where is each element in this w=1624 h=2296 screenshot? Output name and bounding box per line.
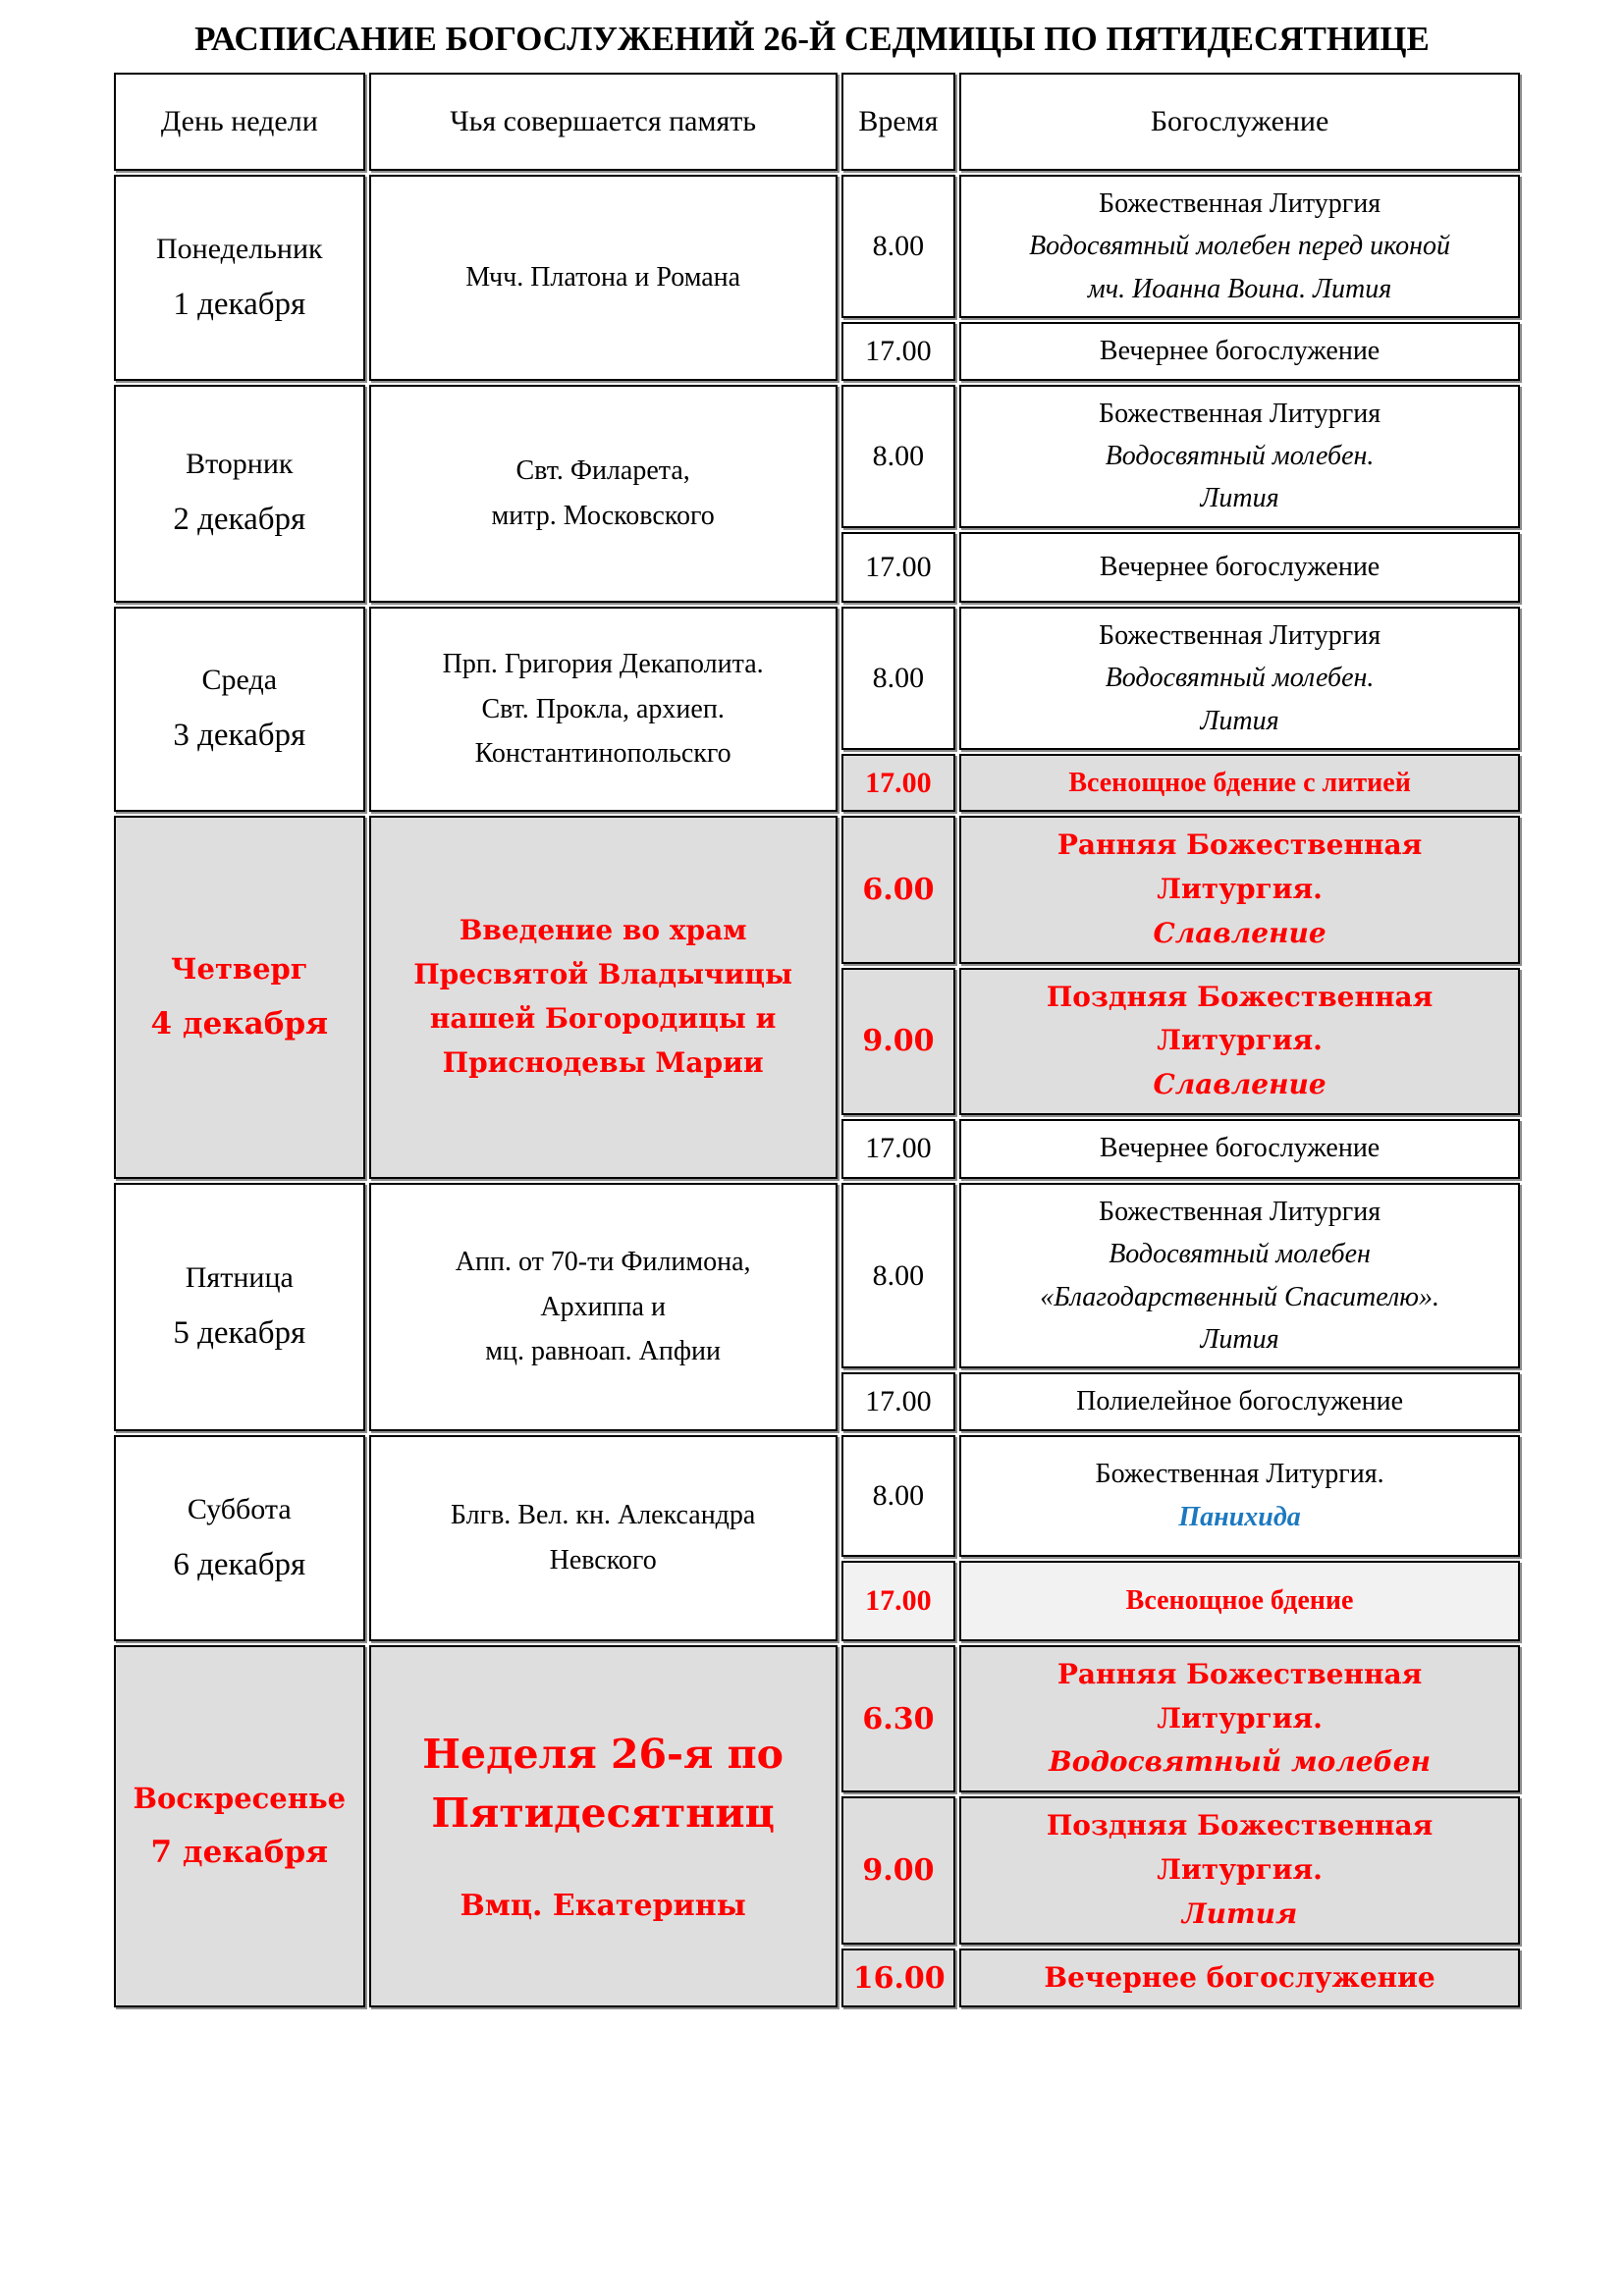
service-line-panikhida: Панихида [1178, 1501, 1301, 1532]
day-name: Пятница [185, 1261, 294, 1295]
time-cell: 6.00 [841, 816, 955, 963]
memory-line: Прп. Григория Декаполита. [442, 649, 764, 680]
service-cell [959, 322, 1520, 380]
memory-line: Свт. Прокла, архиеп. [481, 693, 725, 724]
day-name: Суббота [187, 1492, 292, 1525]
day-name: Вторник [186, 448, 294, 481]
memory-line: Введение во храм [459, 914, 747, 947]
memory-line: Свт. Филарета, [515, 455, 690, 487]
service-cell [959, 1949, 1520, 2008]
service-line: Божественная Литургия [1099, 398, 1381, 429]
memory-line-week: Неделя 26-я по [422, 1731, 784, 1779]
service-line: Ранняя Божественная [1056, 828, 1423, 862]
service-line: Литургия. [1157, 1853, 1323, 1887]
service-line: Лития [1200, 483, 1279, 514]
page-title: РАСПИСАНИЕ БОГОСЛУЖЕНИЙ 26-Й СЕДМИЦЫ ПО ПЯТИДЕСЯТНИЦЕ [194, 20, 1430, 58]
time-cell: 8.00 [841, 1435, 955, 1557]
time-cell: 9.00 [841, 968, 955, 1115]
memory-line: Блгв. Вел. кн. Александра [450, 1500, 756, 1531]
time-cell: 8.00 [841, 175, 955, 318]
memory-line: Пресвятой Владычицы [413, 958, 793, 991]
memory-cell-saturday [369, 1435, 838, 1641]
time-cell: 8.00 [841, 1183, 955, 1369]
memory-cell-sunday [369, 1645, 838, 2008]
service-line: Лития [1200, 1324, 1279, 1356]
service-cell [959, 1645, 1520, 1792]
service-line: Славление [1153, 916, 1326, 949]
header-time: Время [841, 73, 955, 171]
service-line: Водосвятный молебен. [1105, 663, 1375, 694]
row-wednesday-1 [114, 607, 1520, 750]
service-line: Водосвятный молебен. [1105, 440, 1375, 471]
header-day: День недели [114, 73, 365, 171]
day-cell-monday [114, 175, 365, 381]
service-cell [959, 1372, 1520, 1430]
memory-line: Апп. от 70-ти Филимона, [455, 1247, 751, 1278]
time-cell: 16.00 [841, 1949, 955, 2008]
service-cell [959, 1435, 1520, 1557]
service-cell [959, 175, 1520, 318]
memory-cell-monday [369, 175, 838, 381]
memory-line: митр. Московского [491, 500, 715, 531]
service-line: Литургия. [1157, 1024, 1323, 1057]
service-line: Божественная Литургия. [1095, 1459, 1384, 1490]
memory-cell-friday [369, 1183, 838, 1431]
service-cell [959, 385, 1520, 528]
time-cell: 8.00 [841, 607, 955, 750]
time-cell: 17.00 [841, 1561, 955, 1641]
memory-cell-tuesday [369, 385, 838, 603]
day-cell-friday [114, 1183, 365, 1431]
memory-line: Невского [549, 1544, 657, 1575]
time-cell: 17.00 [841, 532, 955, 603]
day-date: 6 декабря [173, 1546, 306, 1582]
day-cell-wednesday [114, 607, 365, 813]
service-line: Славление [1153, 1068, 1326, 1101]
service-line: Всенощное бдение [1125, 1585, 1354, 1617]
day-cell-sunday [114, 1645, 365, 2008]
memory-line: нашей Богородицы и [429, 1002, 777, 1036]
memory-cell-thursday [369, 816, 838, 1179]
day-date: 2 декабря [173, 502, 306, 538]
row-friday-1 [114, 1183, 1520, 1369]
day-date: 3 декабря [173, 718, 306, 754]
day-date: 7 декабря [150, 1835, 329, 1871]
day-date: 4 декабря [150, 1005, 329, 1041]
memory-line: Архиппа и [540, 1291, 666, 1322]
service-line: Поздняя Божественная [1046, 1809, 1434, 1842]
header-row [114, 73, 1520, 171]
day-name: Воскресенье [133, 1781, 347, 1815]
service-line: Водосвятный молебен [1109, 1239, 1371, 1270]
service-cell [959, 1796, 1520, 1944]
schedule-table [110, 69, 1524, 2011]
time-cell: 17.00 [841, 1119, 955, 1179]
service-line: Вечернее богослужение [1099, 1133, 1380, 1164]
service-line: Лития [1181, 1896, 1298, 1930]
day-cell-saturday [114, 1435, 365, 1641]
memory-line: мц. равноап. Апфии [485, 1336, 721, 1367]
day-date: 1 декабря [173, 286, 306, 322]
row-saturday-1 [114, 1435, 1520, 1557]
day-name: Среда [201, 664, 278, 697]
memory-line-saint: Вмц. Екатерины [460, 1889, 746, 1924]
service-line: Вечернее богослужение [1099, 336, 1380, 367]
service-line: мч. Иоанна Воина. Лития [1087, 273, 1392, 304]
header-service: Богослужение [959, 73, 1520, 171]
memory-cell-wednesday [369, 607, 838, 813]
service-line: Вечернее богослужение [1099, 552, 1380, 583]
day-name: Понедельник [156, 232, 323, 265]
service-line: Полиелейное богослужение [1076, 1386, 1404, 1417]
memory-line: Мчч. Платона и Романа [465, 262, 741, 294]
service-line: Вечернее богослужение [1044, 1960, 1435, 1994]
day-date: 5 декабря [173, 1315, 306, 1352]
header-memory: Чья совершается память [369, 73, 838, 171]
time-cell: 17.00 [841, 1372, 955, 1430]
time-cell: 8.00 [841, 385, 955, 528]
service-cell [959, 1183, 1520, 1369]
service-line: Литургия. [1157, 873, 1323, 906]
service-cell [959, 607, 1520, 750]
service-cell [959, 532, 1520, 603]
service-line: Божественная Литургия [1099, 619, 1381, 651]
service-line: Ранняя Божественная [1056, 1657, 1423, 1690]
time-cell: 6.30 [841, 1645, 955, 1792]
service-line: Водосвятный молебен перед иконой [1029, 231, 1451, 262]
row-monday-1 [114, 175, 1520, 318]
service-line: Лития [1200, 705, 1279, 736]
service-cell [959, 968, 1520, 1115]
service-cell [959, 816, 1520, 963]
service-cell [959, 754, 1520, 812]
memory-line: Константинопольскго [474, 738, 731, 770]
day-name: Четверг [171, 952, 308, 987]
day-cell-tuesday [114, 385, 365, 603]
service-line: Всенощное бдение с литией [1068, 767, 1411, 798]
service-line: Литургия. [1157, 1701, 1323, 1735]
service-line: Божественная Литургия [1099, 188, 1381, 219]
row-tuesday-1 [114, 385, 1520, 528]
day-cell-thursday [114, 816, 365, 1179]
row-thursday-1 [114, 816, 1520, 963]
memory-line-week: Пятидесятниц [431, 1789, 775, 1837]
time-cell: 17.00 [841, 754, 955, 812]
memory-line: Приснодевы Марии [442, 1045, 764, 1079]
service-cell [959, 1561, 1520, 1641]
service-line: Водосвятный молебен [1049, 1745, 1432, 1779]
row-sunday-1 [114, 1645, 1520, 1792]
time-cell: 9.00 [841, 1796, 955, 1944]
service-line: «Благодарственный Спасителю». [1040, 1281, 1439, 1312]
service-line: Поздняя Божественная [1046, 980, 1434, 1013]
service-cell [959, 1119, 1520, 1179]
service-line: Божественная Литургия [1099, 1196, 1381, 1227]
time-cell: 17.00 [841, 322, 955, 380]
